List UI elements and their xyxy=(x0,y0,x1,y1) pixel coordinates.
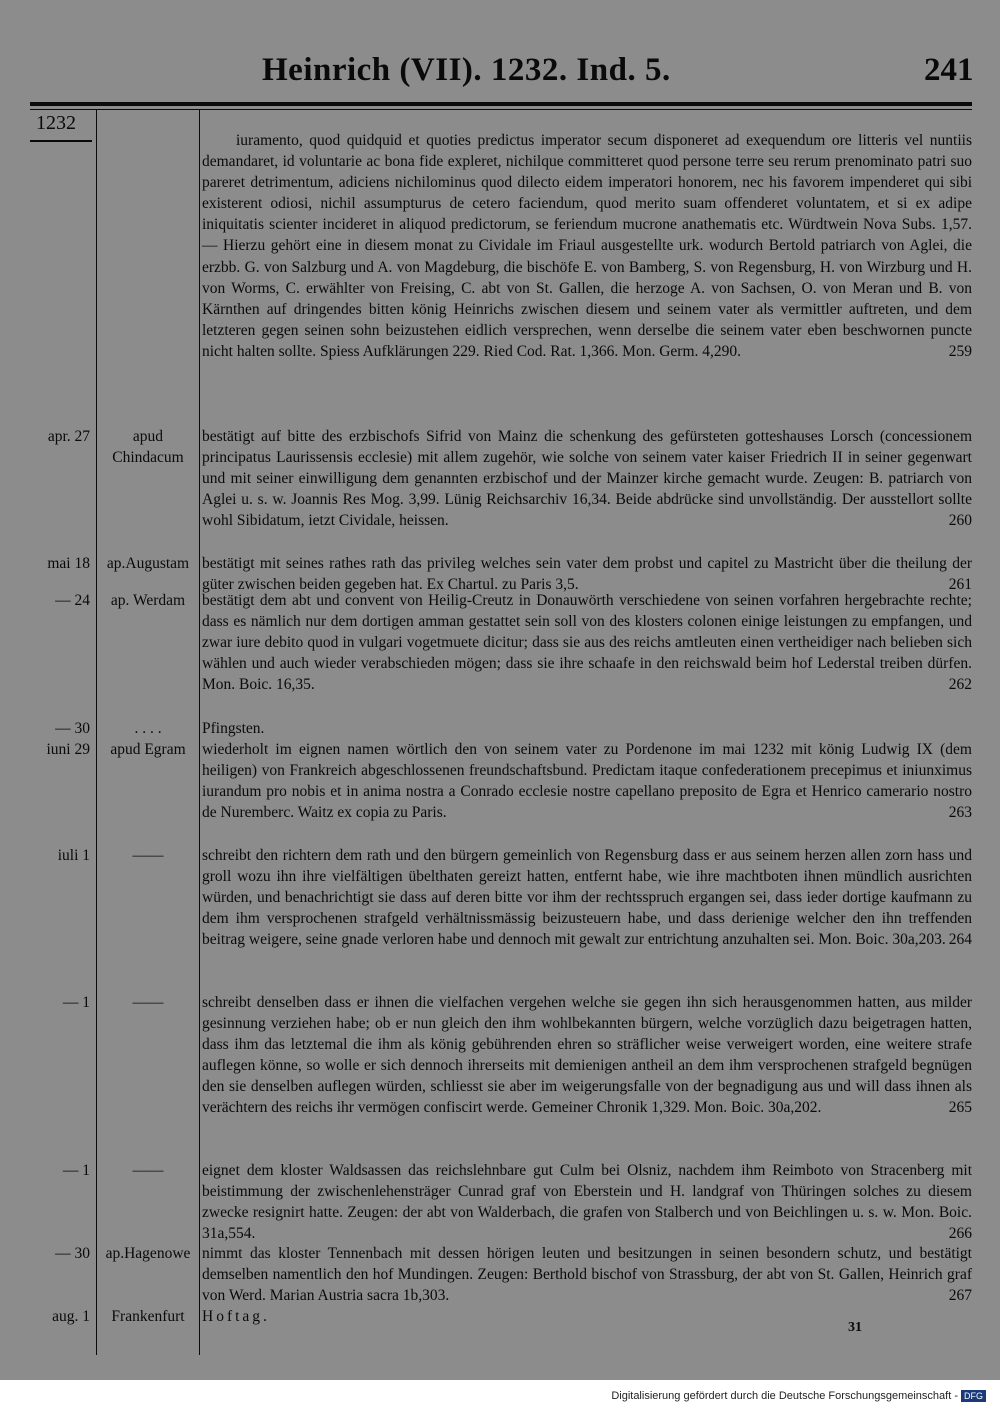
regest-text: bestätigt dem abt und convent von Heilig-Creutz in Donauwörth verschiedene von seinen vorfahren hergebrachte rechte; dass es nämlich nur dem dortigen amman gestattet sein soll von des klosters colonen einige leistungen zu empfangen, und zwar iure debito quod in vulgari vogetmuete dicitur; dass sie aus des reichs amtleuten einen vertheidiger nach belieben sich wählen und auch wieder verabschieden mögen; dass sie ihre schaafe in den reichswald beim hof Lederstal treiben dürfen. Mon. Boic. 16,35. 262 xyxy=(202,590,972,695)
regest-place: Frankenfurt xyxy=(111,1308,185,1325)
regest-place: —— xyxy=(132,994,164,1011)
regest-entry xyxy=(0,718,1000,739)
regest-text: schreibt den richtern dem rath und den bürgern gemeinlich von Regensburg dass er aus seinem herzen allen zorn hass und groll wozu ihn ihre vielfältigen übelthaten gereizt hatten, entfernt habe, wie ihre machtboten ihnen mündlich ausrichten würden, und benachrichtigt sie dass auf deren bitte vor ihm der rechtsspruch ergangen sei, dass ieder dortige kaufmann zu dem ihm versprochenen strafgeld verhältnissmässig beizusteuern habe, und dass derienige welcher den ihn treffenden beitrag weigere, seine gnade verloren habe und dennoch mit gewalt zur entrichtung anzuhalten sei. Mon. Boic. 30a,203. 264 xyxy=(202,845,972,950)
regest-entry xyxy=(0,553,1000,595)
regest-number: 266 xyxy=(948,1225,972,1243)
regest-number: 265 xyxy=(948,1099,972,1117)
regest-text: schreibt denselben dass er ihnen die vielfachen vergehen welche sie gegen ihn sich herausgenommen hatten, aus milder gesinnung verziehen habe; ob er nun gleich den ihm wohlbekannten bürgern, welche vorzüglich dazu beigetragen hatten, dass ihm das letztemal die ihm als könig gebührenden ehren so sträflicher weise verweigert worden, eine weitere strafe auflegen könne, so wolle er sich dennoch ihrerseits mit demienigen antheil an dem ihm versprochenen strafgeld begnügen den sie denselben auflegen würden, schliesst sie aber im weigerungsfalle von der begnadigung aus und will dass ihnen als verächtern des reichs ihr vermögen confiscirt werde. Gemeiner Chronik 1,329. Mon. Boic. 30a,202. 265 xyxy=(202,992,972,1119)
year-label: 1232 xyxy=(36,112,76,134)
regest-number: 259 xyxy=(948,342,972,360)
regest-text: Hoftag. xyxy=(202,1308,270,1325)
regest-date: mai 18 xyxy=(47,555,90,572)
dfg-logo: DFG xyxy=(961,1390,986,1402)
regest-text: bestätigt auf bitte des erzbischofs Sifrid von Mainz die schenkung des gefürsteten gotteshauses Lorsch (concessionem principatus Laurissensis ecclesie) mit allem zugehör, wie solche von seinem vater kaiser Friedrich II in seiner gegenwart und mit seiner einwilligung dem genannten erzbischof und der Mainzer kirche gemacht wurde. Zeugen: B. patriarch von Aglei u. s. w. Joannis Res Mog. 3,99. Lünig Reichsarchiv 16,34. Beide abdrücke sind unvollständig. Der ausstellort sollte wohl Sibidatum, ietzt Cividale, heissen. 260 xyxy=(202,426,972,531)
header-rule-thick xyxy=(30,102,972,106)
regest-text: eignet dem kloster Waldsassen das reichslehnbare gut Culm bei Olsniz, nachdem ihm Reimboto von Stracenberg mit beistimmung der zwischenlehensträger Cunrad graf von Eberstein und H. landgraf von Thüringen solches zu diesem zwecke resignirt hatte. Zeugen: der abt von Walderbach, die grafen von Stalberch und von Beichlingen u. s. w. Mon. Boic. 31a,554. 266 xyxy=(202,1160,972,1244)
regest-entry xyxy=(0,1243,1000,1306)
regest-entry xyxy=(0,739,1000,823)
regest-number: 260 xyxy=(948,512,972,530)
regest-date: — 24 xyxy=(55,592,90,609)
regest-date: apr. 27 xyxy=(47,428,90,445)
footer-credit xyxy=(611,1390,986,1402)
regest-number: 267 xyxy=(948,1287,972,1305)
regest-date: — 1 xyxy=(62,994,90,1011)
regest-place: ap.Augustam xyxy=(106,555,190,572)
regest-entry xyxy=(0,1160,1000,1244)
regest-date: — 1 xyxy=(62,1162,90,1179)
regest-date: iuni 29 xyxy=(46,741,90,758)
regest-place: apud Egram xyxy=(110,741,186,758)
header-rule-thin xyxy=(30,109,972,110)
regest-text: Pfingsten. xyxy=(202,720,265,737)
regest-date: aug. 1 xyxy=(52,1308,90,1325)
page-title: Heinrich (VII). 1232. Ind. 5. xyxy=(262,52,671,88)
running-header xyxy=(0,50,1000,94)
regest-number: 264 xyxy=(948,931,972,949)
regest-text: bestätigt mit seines rathes rath das privileg welches sein vater dem probst und capitel zu Mastricht über die theilung der güter zwischen beiden gegeben hat. Ex Chartul. zu Paris 3,5. 261 xyxy=(202,553,972,595)
regest-number: 263 xyxy=(948,804,972,822)
signature-mark: 31 xyxy=(848,1320,862,1335)
regest-number: 262 xyxy=(948,676,972,694)
regest-text: nimmt das kloster Tennenbach mit dessen hörigen leuten und besitzungen in seinen besondern schutz, und bestätigt demselben namentlich den hof Mundingen. Zeugen: Berthold bischof von Strassburg, der abt von St. Gallen, Heinrich graf von Werd. Marian Austria sacra 1b,303. 267 xyxy=(202,1243,972,1306)
regest-place: . . . . xyxy=(134,720,162,737)
regest-place: apud Chindacum xyxy=(112,428,184,466)
funding-credit: Digitalisierung gefördert durch die Deutsche Forschungsgemeinschaft - xyxy=(611,1390,958,1402)
regest-entry xyxy=(0,426,1000,531)
regest-text: iuramento, quod quidquid et quoties predictus imperator secum disponeret ad exequendum ore litteris vel nuntiis demandaret, id voluntarie ac bona fide expleret, nichilque committeret quod persone terre seu rerum prenominato patri suo pareret detrimentum, adiciens nichilominus quod dilecto eidem imperatori honorem, nec his favorem impenderet qui sibi existerent odiosi, nichil assumpturus de cetero faciendum, quod merito suam offenderet voluntatem, et si ex adipe iniquitatis scienter incideret in aliquod predictorum, se feriendum mucrone anathematis etc. Würdtwein Nova Subs. 1,57. — Hierzu gehört eine in diesem monat zu Cividale im Friaul ausgestellte urk. wodurch Bertold patriarch von Aglei, die erzbb. G. von Salzburg und A. von Magdeburg, die bischöfe E. von Bamberg, S. von Regensburg, H. von Wirzburg und H. von Worms, C. erwählter von Freising, C. abt von St. Gallen, die herzoge A. von Sachsen, O. von Meran und B. von Kärnthen auf dringendes bitten könig Heinrichs zwischen diesem und seinem vater als vermittler auftreten, und dem letzteren gegen seinen sohn beizustehen eidlich versprechen, wenn derselbe die seinem vater eben beschwornen puncte nicht halten sollte. Spiess Aufklärungen 229. Ried Cod. Rat. 1,366. Mon. Germ. 4,290. 259 xyxy=(202,130,972,362)
regest-place: ap.Hagenowe xyxy=(105,1245,191,1262)
regest-date: — 30 xyxy=(55,1245,90,1262)
regest-entry xyxy=(0,992,1000,1119)
regest-entry xyxy=(0,845,1000,950)
regest-date: iuli 1 xyxy=(57,847,90,864)
regest-entry xyxy=(0,130,1000,362)
regest-date: — 30 xyxy=(55,720,90,737)
regest-entry xyxy=(0,590,1000,695)
regest-number: 261 xyxy=(948,576,972,594)
regest-place: —— xyxy=(132,1162,164,1179)
regest-place: —— xyxy=(132,847,164,864)
regest-text: wiederholt im eignen namen wörtlich den von seinem vater zu Pordenone im mai 1232 mit könig Ludwig IX (dem heiligen) von Frankreich abgeschlossenen freundschaftsbund. Predictam itaque confederationem precepimus et iniunximus iurandum pro nobis et in anima nostra a Conrado ecclesie nostre capellano preposito de Egra et Henrico camerario nostro de Nuremberc. Waitz ex copia zu Paris. 263 xyxy=(202,739,972,823)
page-number: 241 xyxy=(924,52,974,88)
regest-place: ap. Werdam xyxy=(110,592,186,609)
